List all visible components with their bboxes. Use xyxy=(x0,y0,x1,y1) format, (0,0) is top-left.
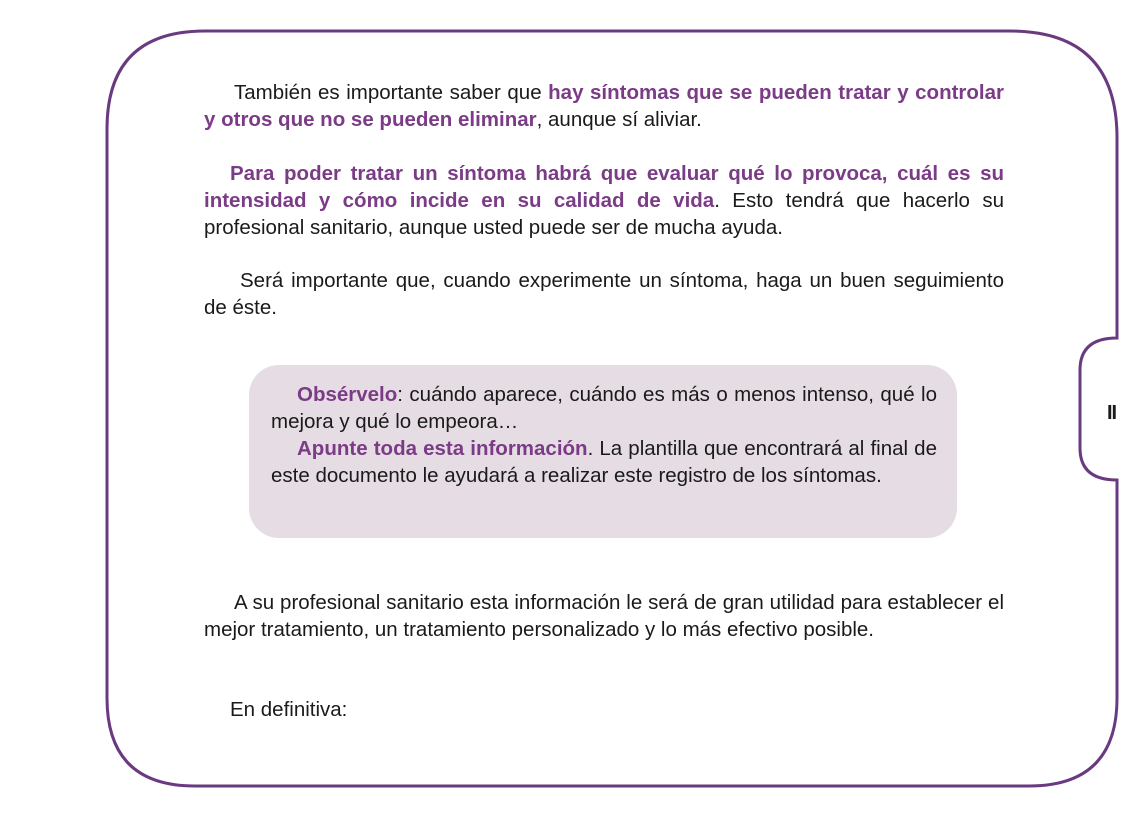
section-tab-label: II xyxy=(1107,402,1117,424)
paragraph-in-summary: En definitiva: xyxy=(230,698,348,721)
paragraph-symptoms-treatable xyxy=(204,79,1004,133)
paragraph-follow-up: Será importante que, cuando experimente un síntoma, haga un buen seguimiento de éste. xyxy=(204,269,1004,319)
callout-item-write-down xyxy=(271,435,937,489)
p1-highlight: hay síntomas que se pueden tratar y controlar y otros que no se pueden eliminar xyxy=(204,81,1004,131)
p2-highlight: Para poder tratar un síntoma habrá que evaluar qué lo provoca, cuál es su intensidad y cómo incide en su calidad de vida xyxy=(204,162,1004,212)
paragraph-useful-info: A su profesional sanitario esta información le será de gran utilidad para establecer el mejor tratamiento, un tratamiento personalizado y lo más efectivo posible. xyxy=(204,591,1004,641)
p1-text-before: También es importante saber que xyxy=(234,81,549,104)
callout-item1-text: : cuándo aparece, cuándo es más o menos intenso, qué lo mejora y qué lo empeora… xyxy=(271,383,937,433)
callout-item-observe xyxy=(271,381,937,435)
callout-item1-highlight: Obsérvelo xyxy=(297,383,398,406)
p2-text-after: . Esto tendrá que hacerlo su profesional sanitario, aunque usted puede ser de mucha ayuda. xyxy=(204,189,1004,239)
callout-item2-text: . La plantilla que encontrará al final de este documento le ayudará a realizar este registro de los síntomas. xyxy=(271,437,937,487)
callout-box xyxy=(249,365,957,538)
callout-item2-highlight: Apunte toda esta información xyxy=(297,437,588,460)
paragraph-evaluate-symptom xyxy=(204,160,1004,241)
p1-text-after: , aunque sí aliviar. xyxy=(536,108,702,131)
